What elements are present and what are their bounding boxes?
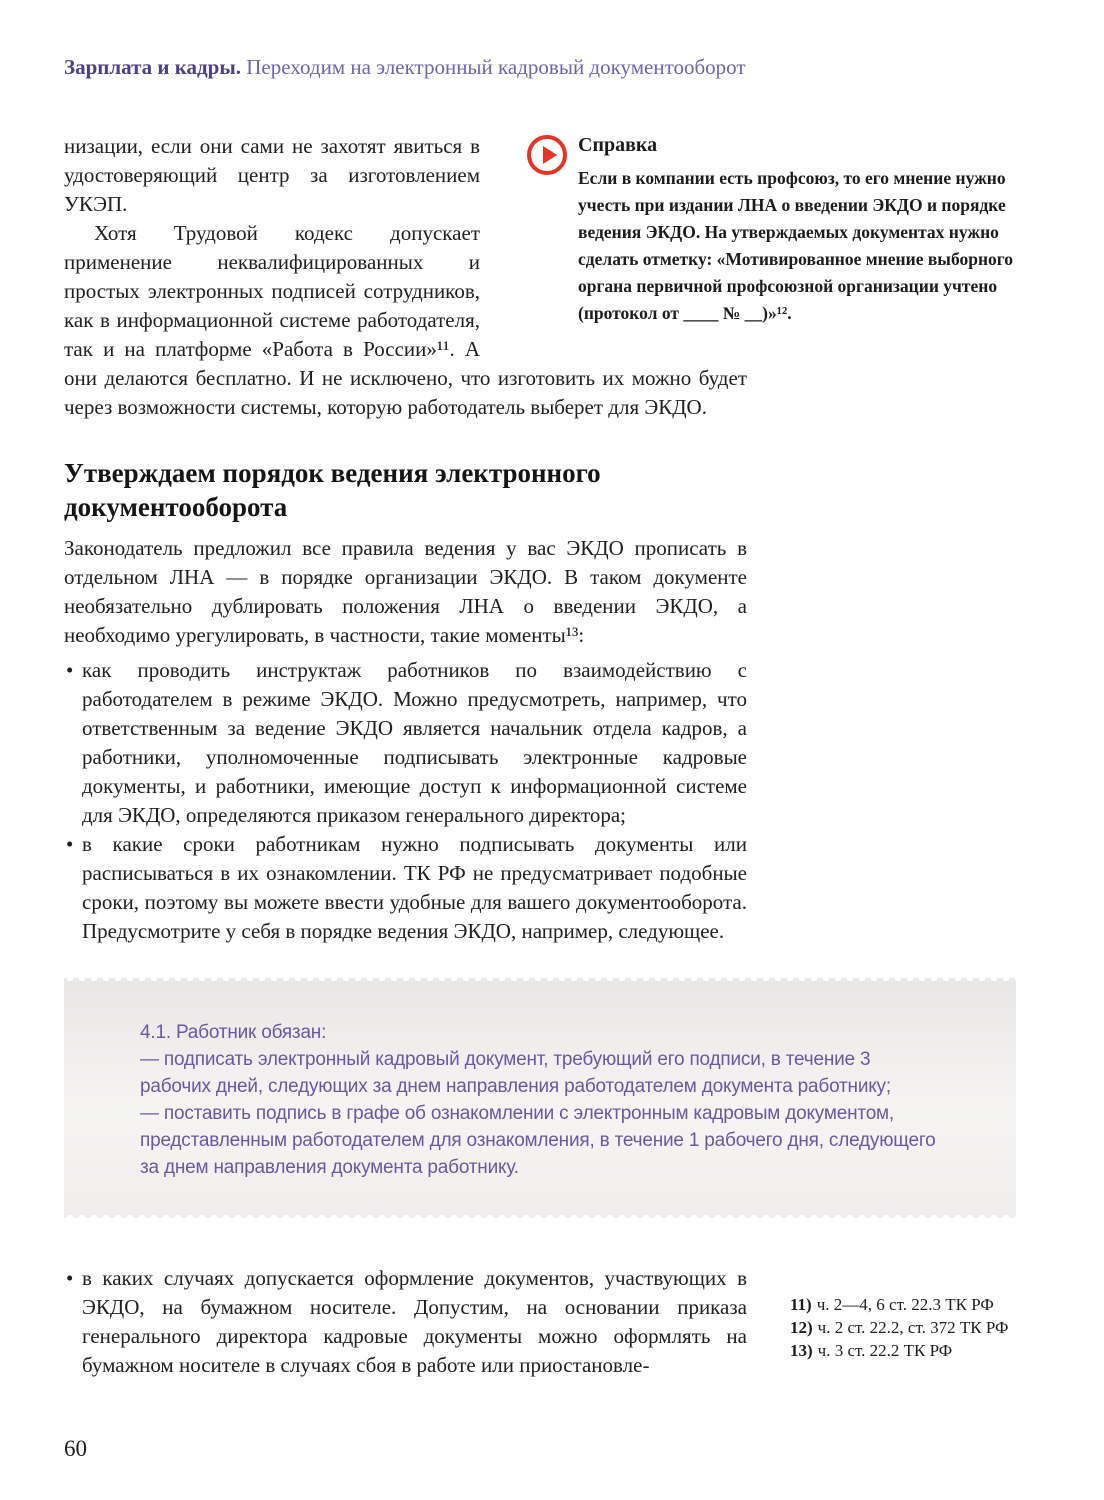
spravka-title: Справка [578,134,658,156]
spravka-body: Если в компании есть профсоюз, то его мнение нужно учесть при издании ЛНА о введении ЭКДО и порядке ведения ЭКДО. На утверждаемых документах нужно сделать отметку: «Мотивированное мнение выборного органа первичной профсоюзной организации учтено (протокол от ____ № __)»¹². [578,168,1014,323]
footnote-number: 13) [790,1341,813,1360]
play-circle-icon [527,135,567,175]
footnote-text: ч. 2 ст. 22.2, ст. 372 ТК РФ [817,1318,1009,1337]
bullet-item: • в каких случаях допускается оформление документов, участвующих в ЭКДО, на бумажном носителе. Допустим, на основании приказа генерального директора кадровые документы можно оформлять на бумажном носителе в случаях сбоя в работе или приостановле- [64,1264,1016,1380]
section-heading: Утверждаем порядок ведения электронного документооборота [64,458,601,522]
quote-line: 4.1. Работник обязан: [140,1022,327,1043]
intro-section [64,132,1016,429]
footnote-text: ч. 2—4, 6 ст. 22.3 ТК РФ [816,1295,994,1314]
bullet-item: • как проводить инструктаж работников по взаимодействию с работодателем в режиме ЭКДО. Можно предусмотреть, например, что ответственным за ведение ЭКДО является начальник отдела кадров, а работники, уполномоченные подписывать электронные кадровые документы, и работники, имеющие доступ к информационной системе для ЭКДО, определяются приказом генерального директора; [64,656,747,830]
footnote-number: 12) [790,1318,813,1337]
bottom-section [64,1264,1016,1380]
page-number: 60 [64,1436,87,1461]
quote-line: — подписать электронный кадровый документ, требующий его подписи, в течение 3 рабочих дней, следующих за днем направления работодателем документа работнику; [140,1049,891,1097]
intro-paragraph-1: низации, если они сами не захотят явиться в удостоверяющий центр за изготовлением УКЭП. [64,134,480,216]
footnote-number: 11) [790,1295,812,1314]
column-spacer [747,337,1016,429]
intro-paragraph-2: Хотя Трудовой кодекс допускает применение неквалифицированных и простых электронных подписей сотрудников, как в информационной системе работодателя, так и на платформе «Работа в России»¹¹. А они делаются бесплатно. И не исключено, что изготовить их можно будет через возможности системы, которую работодатель выберет для ЭКДО. [64,221,747,419]
running-head-title: Переходим на электронный кадровый документооборот [246,55,746,79]
running-head-brand: Зарплата и кадры. [64,55,242,79]
spravka-note [527,132,1016,327]
bullet-list-continued [64,1264,1016,1380]
quote-line: — поставить подпись в графе об ознакомлении с электронным кадровым документом, представленным работодателем для ознакомления, в течение 1 рабочего дня, следующего за днем направления документа работнику. [140,1103,936,1178]
regulation-quote-box [64,978,1016,1218]
running-head [64,55,1016,80]
bullet-item: • в какие сроки работникам нужно подписывать документы или расписываться в их ознакомлении. ТК РФ не предусматривает подобные сроки, поэтому вы можете ввести удобные для вашего документооборота. Предусмотрите у себя в порядке ведения ЭКДО, например, следующее. [64,830,747,946]
lead-paragraph: Законодатель предложил все правила ведения у вас ЭКДО прописать в отдельном ЛНА — в порядке организации ЭКДО. В таком документе необязательно дублировать положения ЛНА о введении ЭКДО, а необходимо урегулировать, в частности, такие моменты¹³: [64,536,747,647]
footnote-text: ч. 3 ст. 22.2 ТК РФ [817,1341,953,1360]
bullet-list [64,656,747,946]
